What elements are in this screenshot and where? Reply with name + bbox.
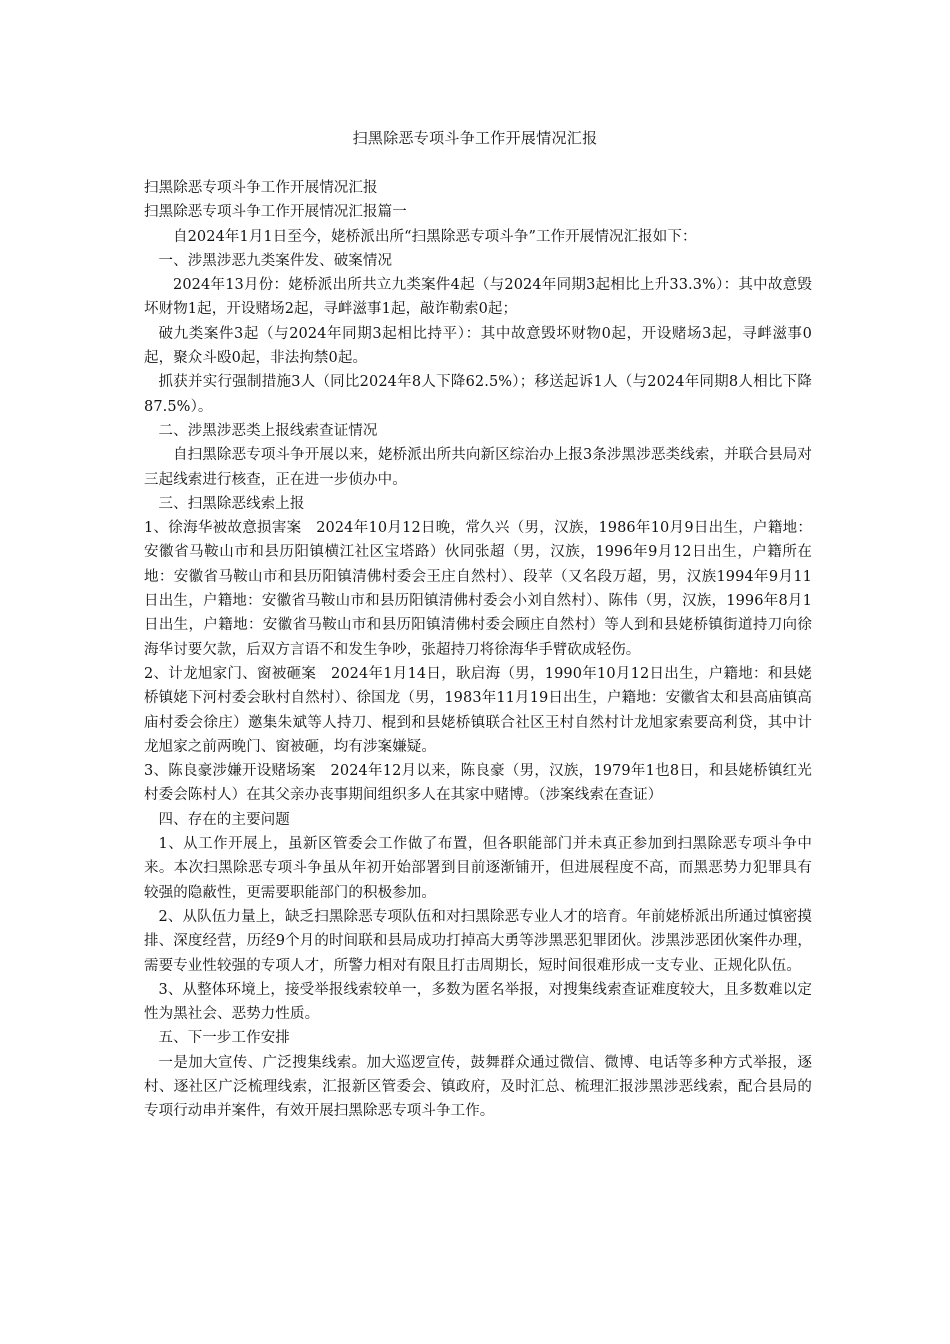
section-heading-4: 四、存在的主要问题 [158,811,290,828]
paragraph-case-1: 1、徐海华被故意损害案 2024年10月12日晚，常久兴（男，汉族，1986年10月9日出生，户籍地：安徽省马鞍山市和县历阳镇横江社区宝塔路）伙同张超（男，汉族，1996年9月12日出生，户籍所在地：安徽省马鞍山市和县历阳镇清佛村委会王庄自然村）、段苹（又名段万超，男，汉族1994年9月11日出生，户籍地：安徽省马鞍山市和县历阳镇清佛村委会小刘自然村）、陈伟（男，汉族，1996年8月1日出生，户籍地：安徽省马鞍山市和县历阳镇清佛村委会顾庄自然村）等人到和县姥桥镇街道持刀向徐海华讨要欠款，后双方言语不和发生争吵，张超持刀将徐海华手臂砍成轻伤。 [144,520,812,658]
paragraph-case-stats: 2024年13月份：姥桥派出所共立九类案件4起（与2024年同期3起相比上升33.3%）：其中故意毁坏财物1起，开设赌场2起，寻衅滋事1起，敲诈勒索0起； [144,277,812,318]
paragraph-arrest-stats: 抓获并实行强制措施3人（同比2024年8人下降62.5%）；移送起诉1人（与2024年同期8人相比下降87.5%）。 [144,374,812,415]
paragraph-subheading: 扫黑除恶专项斗争工作开展情况汇报篇一 [144,204,407,221]
paragraph-heading: 扫黑除恶专项斗争工作开展情况汇报 [144,180,378,196]
paragraph-problem-1: 1、从工作开展上，虽新区管委会工作做了布置，但各职能部门并未真正参加到扫黑除恶专项斗争中来。本次扫黑除恶专项斗争虽从年初开始部署到目前逐渐铺开，但进展程度不高，而黑恶势力犯罪具有较强的隐蔽性，更需要职能部门的积极参加。 [144,836,812,901]
paragraph-clue-check: 自扫黑除恶专项斗争开展以来，姥桥派出所共向新区综治办上报3条涉黑涉恶类线索，并联合县局对三起线索进行核查，正在进一步侦办中。 [144,447,812,488]
paragraph-intro: 自2024年1月1日至今，姥桥派出所“扫黑除恶专项斗争”工作开展情况汇报如下： [173,228,697,245]
section-heading-5: 五、下一步工作安排 [158,1030,290,1047]
paragraph-solved-stats: 破九类案件3起（与2024年同期3起相比持平）：其中故意毁坏财物0起，开设赌场3起，寻衅滋事0起，聚众斗殴0起，非法拘禁0起。 [144,325,812,367]
paragraph-next-steps: 一是加大宣传、广泛搜集线索。加大巡逻宣传，鼓舞群众通过微信、微博、电话等多种方式举报，逐村、逐社区广泛梳理线索，汇报新区管委会、镇政府，及时汇总、梳理汇报涉黑涉恶线索，配合县局的专项行动串并案件，有效开展扫黑除恶专项斗争工作。 [144,1054,812,1120]
paragraph-case-2: 2、计龙旭家门、窗被砸案 2024年1月14日，耿启海（男，1990年10月12日出生，户籍地：和县姥桥镇姥下河村委会耿村自然村）、徐国龙（男，1983年11月19日出生，户籍地：安徽省太和县高庙镇高庙村委会徐庄）邀集朱斌等人持刀、棍到和县姥桥镇联合社区王村自然村计龙旭家索要高利贷，其中计龙旭家之前两晚门、窗被砸，均有涉案嫌疑。 [144,665,812,755]
document-body [144,176,812,1124]
paragraph-problem-2: 2、从队伍力量上，缺乏扫黑除恶专项队伍和对扫黑除恶专业人才的培育。年前姥桥派出所通过慎密摸排、深度经营，历经9个月的时间联和县局成功打掉高大勇等涉黑恶犯罪团伙。涉黑涉恶团伙案件办理，需要专业性较强的专项人才，所警力相对有限且打击周期长，短时间很难形成一支专业、正规化队伍。 [144,908,812,974]
section-heading-1: 一、涉黑涉恶九类案件发、破案情况 [158,252,393,269]
section-heading-2: 二、涉黑涉恶类上报线索查证情况 [158,422,378,439]
document-title: 扫黑除恶专项斗争工作开展情况汇报 [352,129,598,147]
section-heading-3: 三、扫黑除恶线索上报 [158,495,305,512]
paragraph-case-3: 3、陈良豪涉嫌开设赌场案 2024年12月以来，陈良豪（男，汉族，1979年1也8日，和县姥桥镇红光村委会陈村人）在其父亲办丧事期间组织多人在其家中赌博。（涉案线索在查证） [144,763,812,804]
paragraph-problem-3: 3、从整体环境上，接受举报线索较单一，多数为匿名举报，对搜集线索查证难度较大，且多数难以定性为黑社会、恶势力性质。 [144,981,812,1023]
